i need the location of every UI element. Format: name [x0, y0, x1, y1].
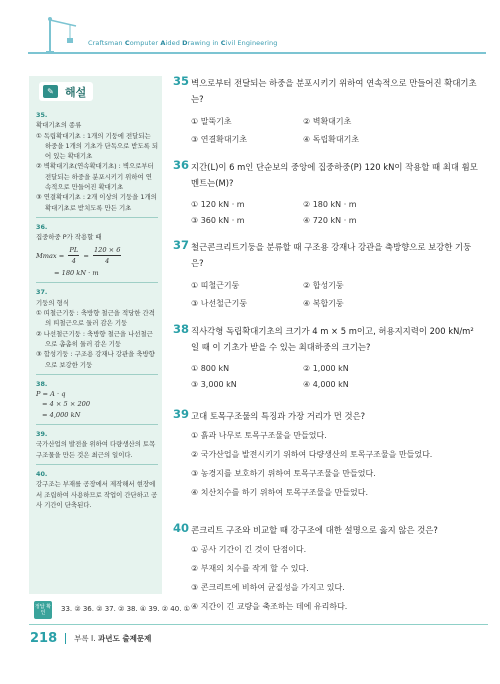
question-number: 36	[173, 158, 190, 172]
question-number: 39	[173, 407, 190, 421]
explanation-notes	[36, 106, 158, 510]
option[interactable]: ④ 독립확대기초	[303, 135, 360, 144]
question-text: 철근콘크리트기둥을 분류할 때 구조용 강재나 강관을 축방향으로 보강한 기둥은?	[191, 242, 472, 268]
option[interactable]: ② 국가산업을 발전시키기 위하여 다량생산의 토목구조물을 만들었다.	[191, 450, 433, 459]
option[interactable]: ① 800 kN	[191, 364, 230, 373]
option[interactable]: ② 180 kN · m	[303, 200, 357, 209]
load-formula-result: = 4,000 kN	[42, 410, 81, 419]
header-rule	[28, 52, 486, 54]
note-text: 강구조는 부재를 공장에서 제작해서 현장에서 조립하여 사용하므로 작업이 간단하고 공사 기간이 단축된다.	[36, 480, 158, 509]
option[interactable]: ④ 지간이 긴 교량을 축조하는 데에 유리하다.	[191, 602, 348, 611]
answer-key-bar	[29, 600, 488, 620]
option[interactable]: ④ 치산치수를 하기 위하여 토목구조물을 만들었다.	[191, 488, 368, 497]
answer-options	[191, 280, 423, 309]
note-item: ③ 연결확대기초 : 2개 이상의 기둥을 1개의 확대기초로 받치도록 만든 기초	[36, 193, 157, 212]
question-text: 직사각형 독립확대기초의 크기가 4 m × 5 m이고, 허용지지력이 200 kN/m² 일 때 이 기초가 받을 수 있는 최대하중의 크기는?	[191, 326, 474, 352]
note-number: 36.	[36, 222, 48, 231]
answer-key-rule	[29, 624, 488, 625]
note-item: ① 독립확대기초 : 1개의 기둥에 전달되는 하중을 1개의 기초가 단독으로 받도록 되어 있는 확대기초	[36, 131, 158, 161]
option[interactable]: ① 띠철근기둥	[191, 281, 240, 290]
note-divider	[36, 282, 158, 283]
option[interactable]: ① 말뚝기초	[191, 117, 232, 126]
load-formula-step: = 4 × 5 × 200	[42, 400, 91, 409]
note-number: 35.	[36, 111, 48, 119]
option[interactable]: ② 합성기둥	[303, 281, 344, 290]
page-number: 218	[30, 630, 58, 646]
load-formula: P = A · q	[36, 390, 66, 399]
moment-formula: Mmax = $\frac{PL}{4}$ = $\frac{120 \times 6}{4}$	[36, 245, 121, 265]
answer-options	[191, 429, 461, 499]
option[interactable]: ③ 나선철근기둥	[191, 299, 248, 308]
crane-icon	[40, 14, 80, 54]
note-number: 40.	[36, 469, 48, 478]
option[interactable]: ③ 3,000 kN	[191, 380, 237, 389]
option[interactable]: ① 120 kN · m	[191, 200, 245, 209]
note-divider	[36, 424, 158, 425]
note-item: ① 띠철근기둥 : 축방향 철근을 적당한 간격의 띠철근으로 둘러 감은 기둥	[36, 309, 155, 328]
footer-separator	[65, 633, 66, 644]
answer-options	[191, 364, 423, 389]
option[interactable]: ④ 복합기둥	[303, 299, 344, 308]
question-number: 37	[173, 238, 190, 252]
check-pencil-icon: ✎	[43, 85, 58, 98]
question-number: 38	[173, 322, 190, 336]
note-divider	[36, 217, 158, 218]
option[interactable]: ③ 농경지를 보호하기 위하여 토목구조물을 만들었다.	[191, 469, 376, 478]
option[interactable]: ④ 4,000 kN	[303, 380, 349, 389]
option[interactable]: ④ 720 kN · m	[303, 216, 357, 225]
page-footer	[30, 630, 151, 646]
page-header	[0, 0, 500, 66]
answer-options	[191, 116, 423, 145]
option[interactable]: ① 흙과 나무로 토목구조물을 만들었다.	[191, 431, 327, 440]
option[interactable]: ② 1,000 kN	[303, 364, 349, 373]
note-title: 집중하중 P가 작용할 때	[36, 233, 102, 242]
option[interactable]: ③ 콘크리트에 비하여 균질성을 가지고 있다.	[191, 583, 345, 592]
note-divider	[36, 464, 158, 465]
note-title: 확대기초의 종류	[36, 121, 82, 130]
note-item: ② 나선철근기둥 : 축방향 철근을 나선철근으로 촘촘히 둘러 감은 기둥	[36, 329, 153, 348]
answer-options	[191, 200, 423, 225]
question-text: 지간(L)이 6 m인 단순보의 중앙에 집중하중(P) 120 kN이 작용할 때 최대 휨모멘트는(M)?	[191, 162, 478, 188]
note-title: 기둥의 형식	[36, 298, 69, 307]
question-text: 고대 토목구조물의 특징과 가장 거리가 먼 것은?	[191, 411, 366, 421]
note-number: 37.	[36, 288, 48, 297]
option[interactable]: ③ 360 kN · m	[191, 216, 245, 225]
moment-result: = 180 kN · m	[54, 269, 99, 278]
answer-key-text: 33. ② 36. ② 37. ② 38. ④ 39. ② 40. ①	[61, 605, 190, 613]
answer-key-badge: 정답 확인	[34, 601, 52, 619]
option[interactable]: ② 벽확대기초	[303, 117, 352, 126]
explanation-label: 해설	[65, 85, 87, 99]
question-text: 벽으로부터 전달되는 하중을 분포시키기 위하여 연속적으로 만들어진 확대기초는?	[191, 78, 477, 104]
note-item: ③ 합성기둥 : 구조용 강재나 강관을 축방향으로 보강한 기둥	[36, 350, 155, 369]
note-text: 국가산업의 발전을 위하여 다량생산의 토목구조물을 만든 것은 최근의 일이다.	[36, 440, 156, 459]
question-number: 40	[173, 521, 190, 535]
note-number: 39.	[36, 430, 48, 439]
chapter-label: 부록 Ⅰ. 과년도 출제문제	[74, 633, 152, 643]
note-divider	[36, 374, 158, 375]
question-number: 35	[173, 74, 190, 88]
note-number: 38.	[36, 379, 48, 388]
note-item: ② 벽확대기초(연속확대기초) : 벽으로부터 전달되는 하중을 분포시키기 위하여 연속적으로 만들어진 확대기초	[36, 162, 154, 192]
explanation-sidebar	[29, 76, 162, 594]
option[interactable]: ③ 연결확대기초	[191, 135, 248, 144]
option[interactable]: ② 부재의 치수를 작게 할 수 있다.	[191, 564, 309, 573]
book-title: Craftsman Computer Aided Drawing in Civil Engineering	[88, 39, 278, 47]
explanation-tag	[39, 82, 93, 101]
option[interactable]: ① 공사 기간이 긴 것이 단점이다.	[191, 545, 307, 554]
question-text: 콘크리트 구조와 비교할 때 강구조에 대한 설명으로 옳지 않은 것은?	[191, 525, 438, 535]
